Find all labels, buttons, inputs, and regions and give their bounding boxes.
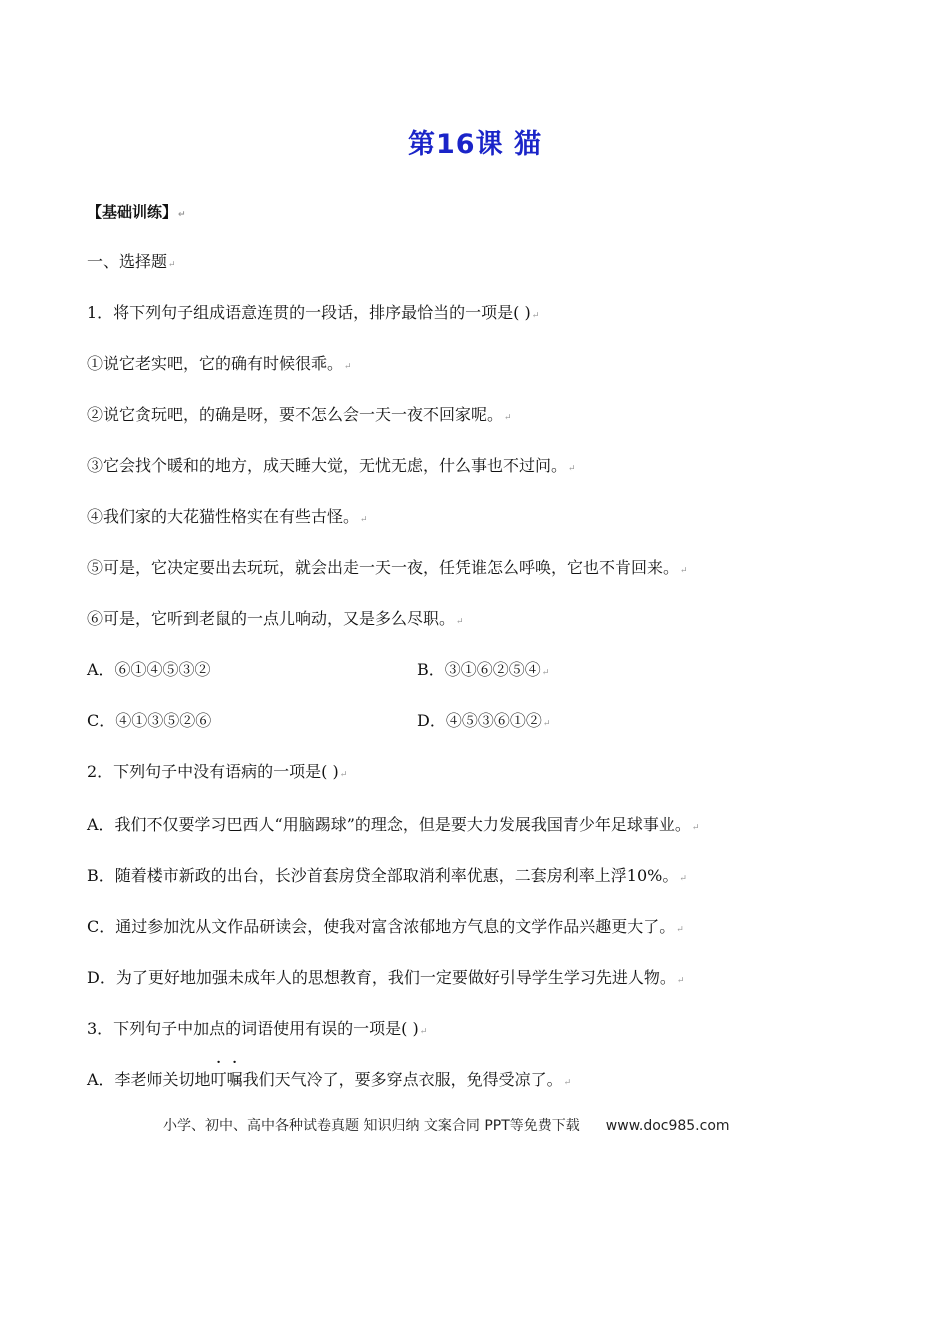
q2-option-text: A．我们不仅要学习巴西人“用脑踢球”的理念，但是要大力发展我国青少年足球事业。 — [87, 815, 691, 834]
q1-sentence-1: ①说它老实吧，它的确有时候很乖。↵ — [87, 354, 352, 373]
q1-sentence-text: ④我们家的大花猫性格实在有些古怪。 — [87, 507, 360, 526]
q1-option-d: D．④⑤③⑥①②↵ — [417, 711, 551, 730]
q3-stem-text: 3．下列句子中加点的词语使用有误的一项是( ) — [87, 1019, 419, 1038]
q3-option-a: A．李老师关切地叮嘱我们天气冷了，要多穿点衣服，免得受凉了。↵ — [87, 1070, 572, 1089]
q1-option-b-text: B．③①⑥②⑤④ — [417, 660, 541, 679]
q2-option-text: D．为了更好地加强未成年人的思想教育，我们一定要做好引导学生学习先进人物。 — [87, 968, 676, 987]
q1-option-b: B．③①⑥②⑤④↵ — [417, 660, 550, 679]
q2-option-b: B．随着楼市新政的出台，长沙首套房贷全部取消利率优惠，二套房利率上浮10%。↵ — [87, 866, 687, 885]
emphasis-dot-char: 叮 — [210, 1070, 227, 1089]
q3-option-a-before: A．李老师关切地 — [87, 1070, 211, 1089]
q1-sentence-6: ⑥可是，它听到老鼠的一点儿响动，又是多么尽职。↵ — [87, 609, 464, 628]
q3-option-a-after: 我们天气冷了，要多穿点衣服，免得受凉了。 — [242, 1070, 563, 1089]
q1-sentence-text: ②说它贪玩吧，的确是呀，要不怎么会一天一夜不回家呢。 — [87, 405, 504, 424]
q1-sentence-5: ⑤可是，它决定要出去玩玩，就会出走一天一夜，任凭谁怎么呼唤，它也不肯回来。↵ — [87, 558, 688, 577]
q2-option-a: A．我们不仅要学习巴西人“用脑踢球”的理念，但是要大力发展我国青少年足球事业。↵ — [87, 815, 700, 834]
q2-stem-text: 2．下列句子中没有语病的一项是( ) — [87, 762, 339, 781]
q3-stem: 3．下列句子中加点的词语使用有误的一项是( )↵ — [87, 1019, 428, 1038]
section-heading-text: 【基础训练】 — [87, 203, 178, 221]
part-heading: 一、选择题↵ — [87, 252, 176, 271]
q1-stem: 1．将下列句子组成语意连贯的一段话，排序最恰当的一项是( )↵ — [87, 303, 540, 322]
q1-sentence-text: ③它会找个暖和的地方，成天睡大觉，无忧无虑，什么事也不过问。 — [87, 456, 568, 475]
q1-option-d-text: D．④⑤③⑥①② — [417, 711, 542, 730]
q1-sentence-4: ④我们家的大花猫性格实在有些古怪。↵ — [87, 507, 368, 526]
q1-sentence-text: ⑥可是，它听到老鼠的一点儿响动，又是多么尽职。 — [87, 609, 456, 628]
q2-option-text: B．随着楼市新政的出台，长沙首套房贷全部取消利率优惠，二套房利率上浮10%。 — [87, 866, 679, 885]
q1-stem-text: 1．将下列句子组成语意连贯的一段话，排序最恰当的一项是( ) — [87, 303, 531, 322]
section-heading: 【基础训练】↵ — [87, 203, 186, 221]
emphasis-dot-char: 嘱 — [226, 1070, 243, 1089]
q2-option-d: D．为了更好地加强未成年人的思想教育，我们一定要做好引导学生学习先进人物。↵ — [87, 968, 685, 987]
q1-sentence-2: ②说它贪玩吧，的确是呀，要不怎么会一天一夜不回家呢。↵ — [87, 405, 512, 424]
q2-stem: 2．下列句子中没有语病的一项是( )↵ — [87, 762, 348, 781]
q1-option-a: A．⑥①④⑤③② — [87, 660, 211, 679]
q1-sentence-text: ⑤可是，它决定要出去玩玩，就会出走一天一夜，任凭谁怎么呼唤，它也不肯回来。 — [87, 558, 680, 577]
q1-sentence-text: ①说它老实吧，它的确有时候很乖。 — [87, 354, 344, 373]
q1-sentence-3: ③它会找个暖和的地方，成天睡大觉，无忧无虑，什么事也不过问。↵ — [87, 456, 576, 475]
page-footer — [163, 1115, 730, 1135]
q2-option-c: C．通过参加沈从文作品研读会，使我对富含浓郁地方气息的文学作品兴趣更大了。↵ — [87, 917, 684, 936]
part-heading-text: 一、选择题 — [87, 252, 168, 271]
q1-option-c: C．④①③⑤②⑥ — [87, 711, 212, 730]
page-title: 第16课 猫 — [408, 129, 542, 160]
footer-site-link[interactable]: www.doc985.com — [605, 1118, 730, 1134]
footer-text: 小学、初中、高中各种试卷真题 知识归纳 文案合同 PPT等免费下载 — [163, 1118, 580, 1134]
q2-option-text: C．通过参加沈从文作品研读会，使我对富含浓郁地方气息的文学作品兴趣更大了。 — [87, 917, 676, 936]
